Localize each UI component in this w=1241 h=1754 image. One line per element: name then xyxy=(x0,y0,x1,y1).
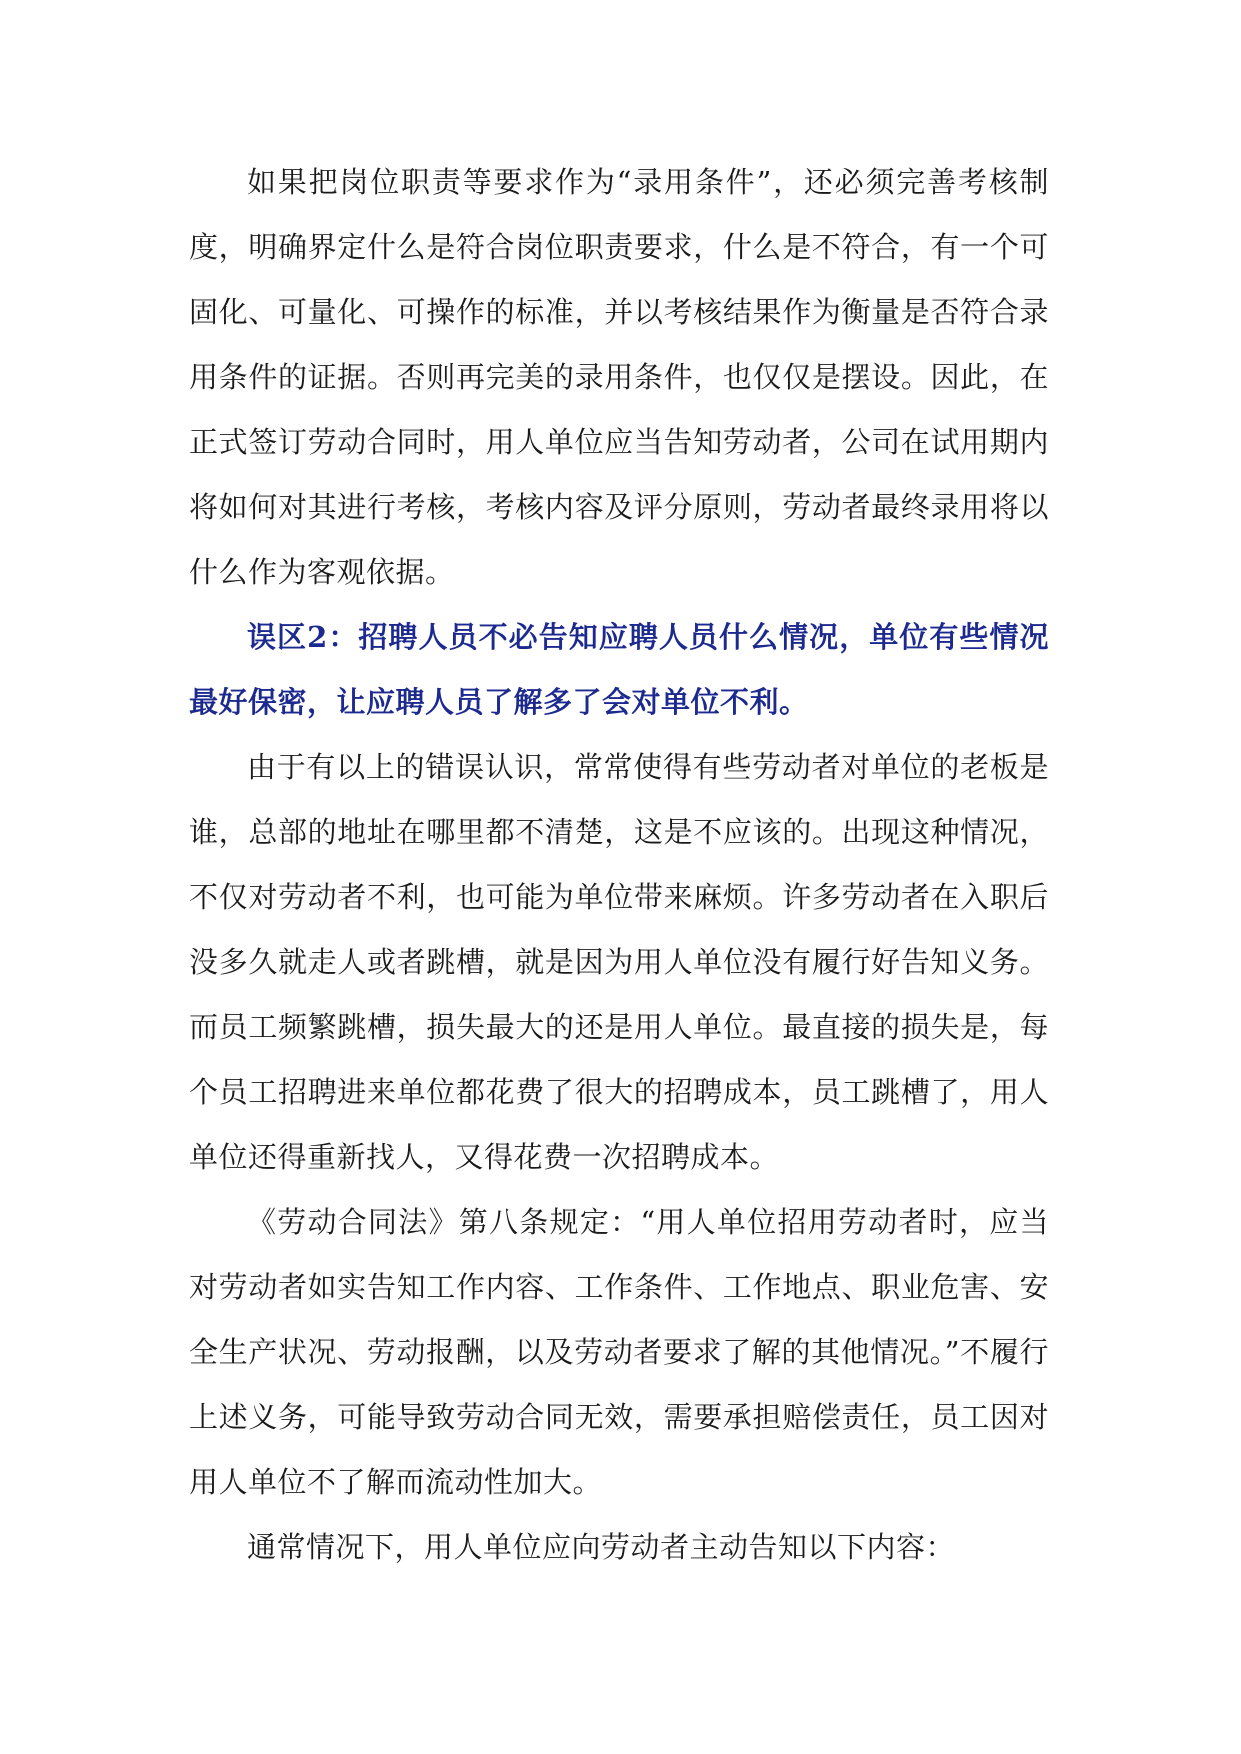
section-heading-misconception-2: 误区2：招聘人员不必告知应聘人员什么情况，单位有些情况最好保密，让应聘人员了解多了会对单位不利。 xyxy=(189,620,1049,719)
paragraph-assessment-system: 如果把岗位职责等要求作为“录用条件”，还必须完善考核制度，明确界定什么是符合岗位职责要求，什么是不符合，有一个可固化、可量化、可操作的标准，并以考核结果作为衡量是否符合录用条件的证据。否则再完美的录用条件，也仅仅是摆设。因此，在正式签订劳动合同时，用人单位应当告知劳动者，公司在试用期内将如何对其进行考核，考核内容及评分原则，劳动者最终录用将以什么作为客观依据。 xyxy=(189,165,1049,589)
document-page xyxy=(189,150,1049,1580)
paragraph-misconception-consequences: 由于有以上的错误认识，常常使得有些劳动者对单位的老板是谁，总部的地址在哪里都不清楚，这是不应该的。出现这种情况，不仅对劳动者不利，也可能为单位带来麻烦。许多劳动者在入职后没多久就走人或者跳槽，就是因为用人单位没有履行好告知义务。而员工频繁跳槽，损失最大的还是用人单位。最直接的损失是，每个员工招聘进来单位都花费了很大的招聘成本，员工跳槽了，用人单位还得重新找人，又得花费一次招聘成本。 xyxy=(189,750,1049,1174)
paragraph-notification-intro: 通常情况下，用人单位应向劳动者主动告知以下内容： xyxy=(247,1530,956,1564)
paragraph-labor-contract-law-article-8: 《劳动合同法》第八条规定：“用人单位招用劳动者时，应当对劳动者如实告知工作内容、工作条件、工作地点、职业危害、安全生产状况、劳动报酬，以及劳动者要求了解的其他情况。”不履行上述义务，可能导致劳动合同无效，需要承担赔偿责任，员工因对用人单位不了解而流动性加大。 xyxy=(189,1205,1049,1499)
